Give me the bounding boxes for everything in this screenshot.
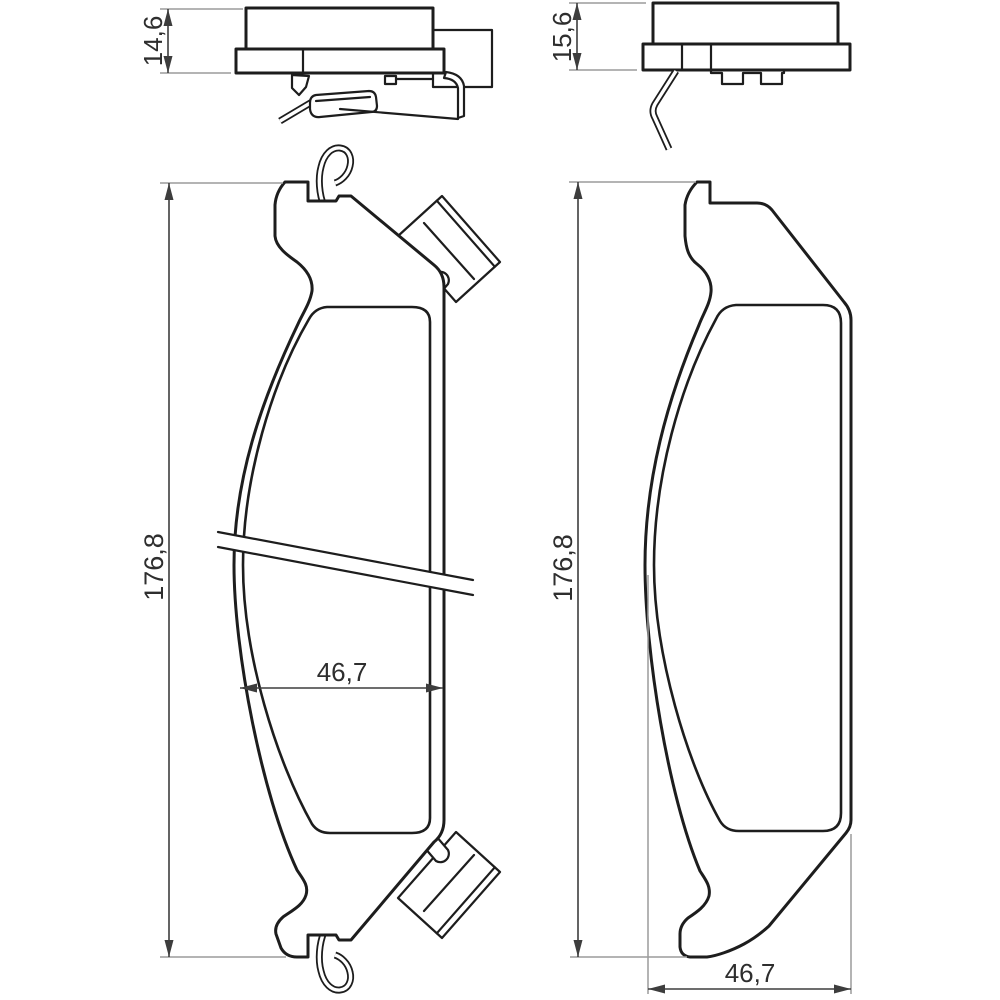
arrowhead-up — [165, 183, 174, 200]
leaf-spring-band — [310, 91, 377, 117]
backplate — [643, 44, 850, 70]
backplate-outline — [645, 182, 851, 957]
profile-view-right — [645, 182, 851, 957]
dim-label-14-6: 14,6 — [138, 15, 168, 67]
mount-lug — [292, 75, 309, 95]
backplate — [236, 49, 444, 73]
arrowhead-right — [834, 985, 851, 994]
dimension-top-right-thickness — [547, 3, 646, 70]
profile-view-left — [218, 148, 500, 990]
arrowhead-down — [165, 940, 174, 957]
hook-clip — [444, 72, 464, 118]
top-view-left — [236, 8, 492, 121]
dim-label-15-6: 15,6 — [547, 11, 577, 63]
dimension-top-left-thickness — [138, 9, 243, 73]
top-view-right — [643, 3, 850, 149]
dim-label-46-7-right: 46,7 — [724, 958, 776, 988]
mount-lugs — [711, 70, 784, 84]
dim-label-176-8-right: 176,8 — [548, 534, 578, 602]
arrowhead-down — [574, 940, 583, 957]
arrowhead-up — [574, 182, 583, 199]
dim-label-176-8-left: 176,8 — [139, 533, 169, 601]
dim-label-46-7-left: 46,7 — [316, 657, 368, 687]
friction-block — [246, 8, 433, 49]
friction-block — [653, 3, 838, 44]
arrowhead-left — [648, 985, 665, 994]
